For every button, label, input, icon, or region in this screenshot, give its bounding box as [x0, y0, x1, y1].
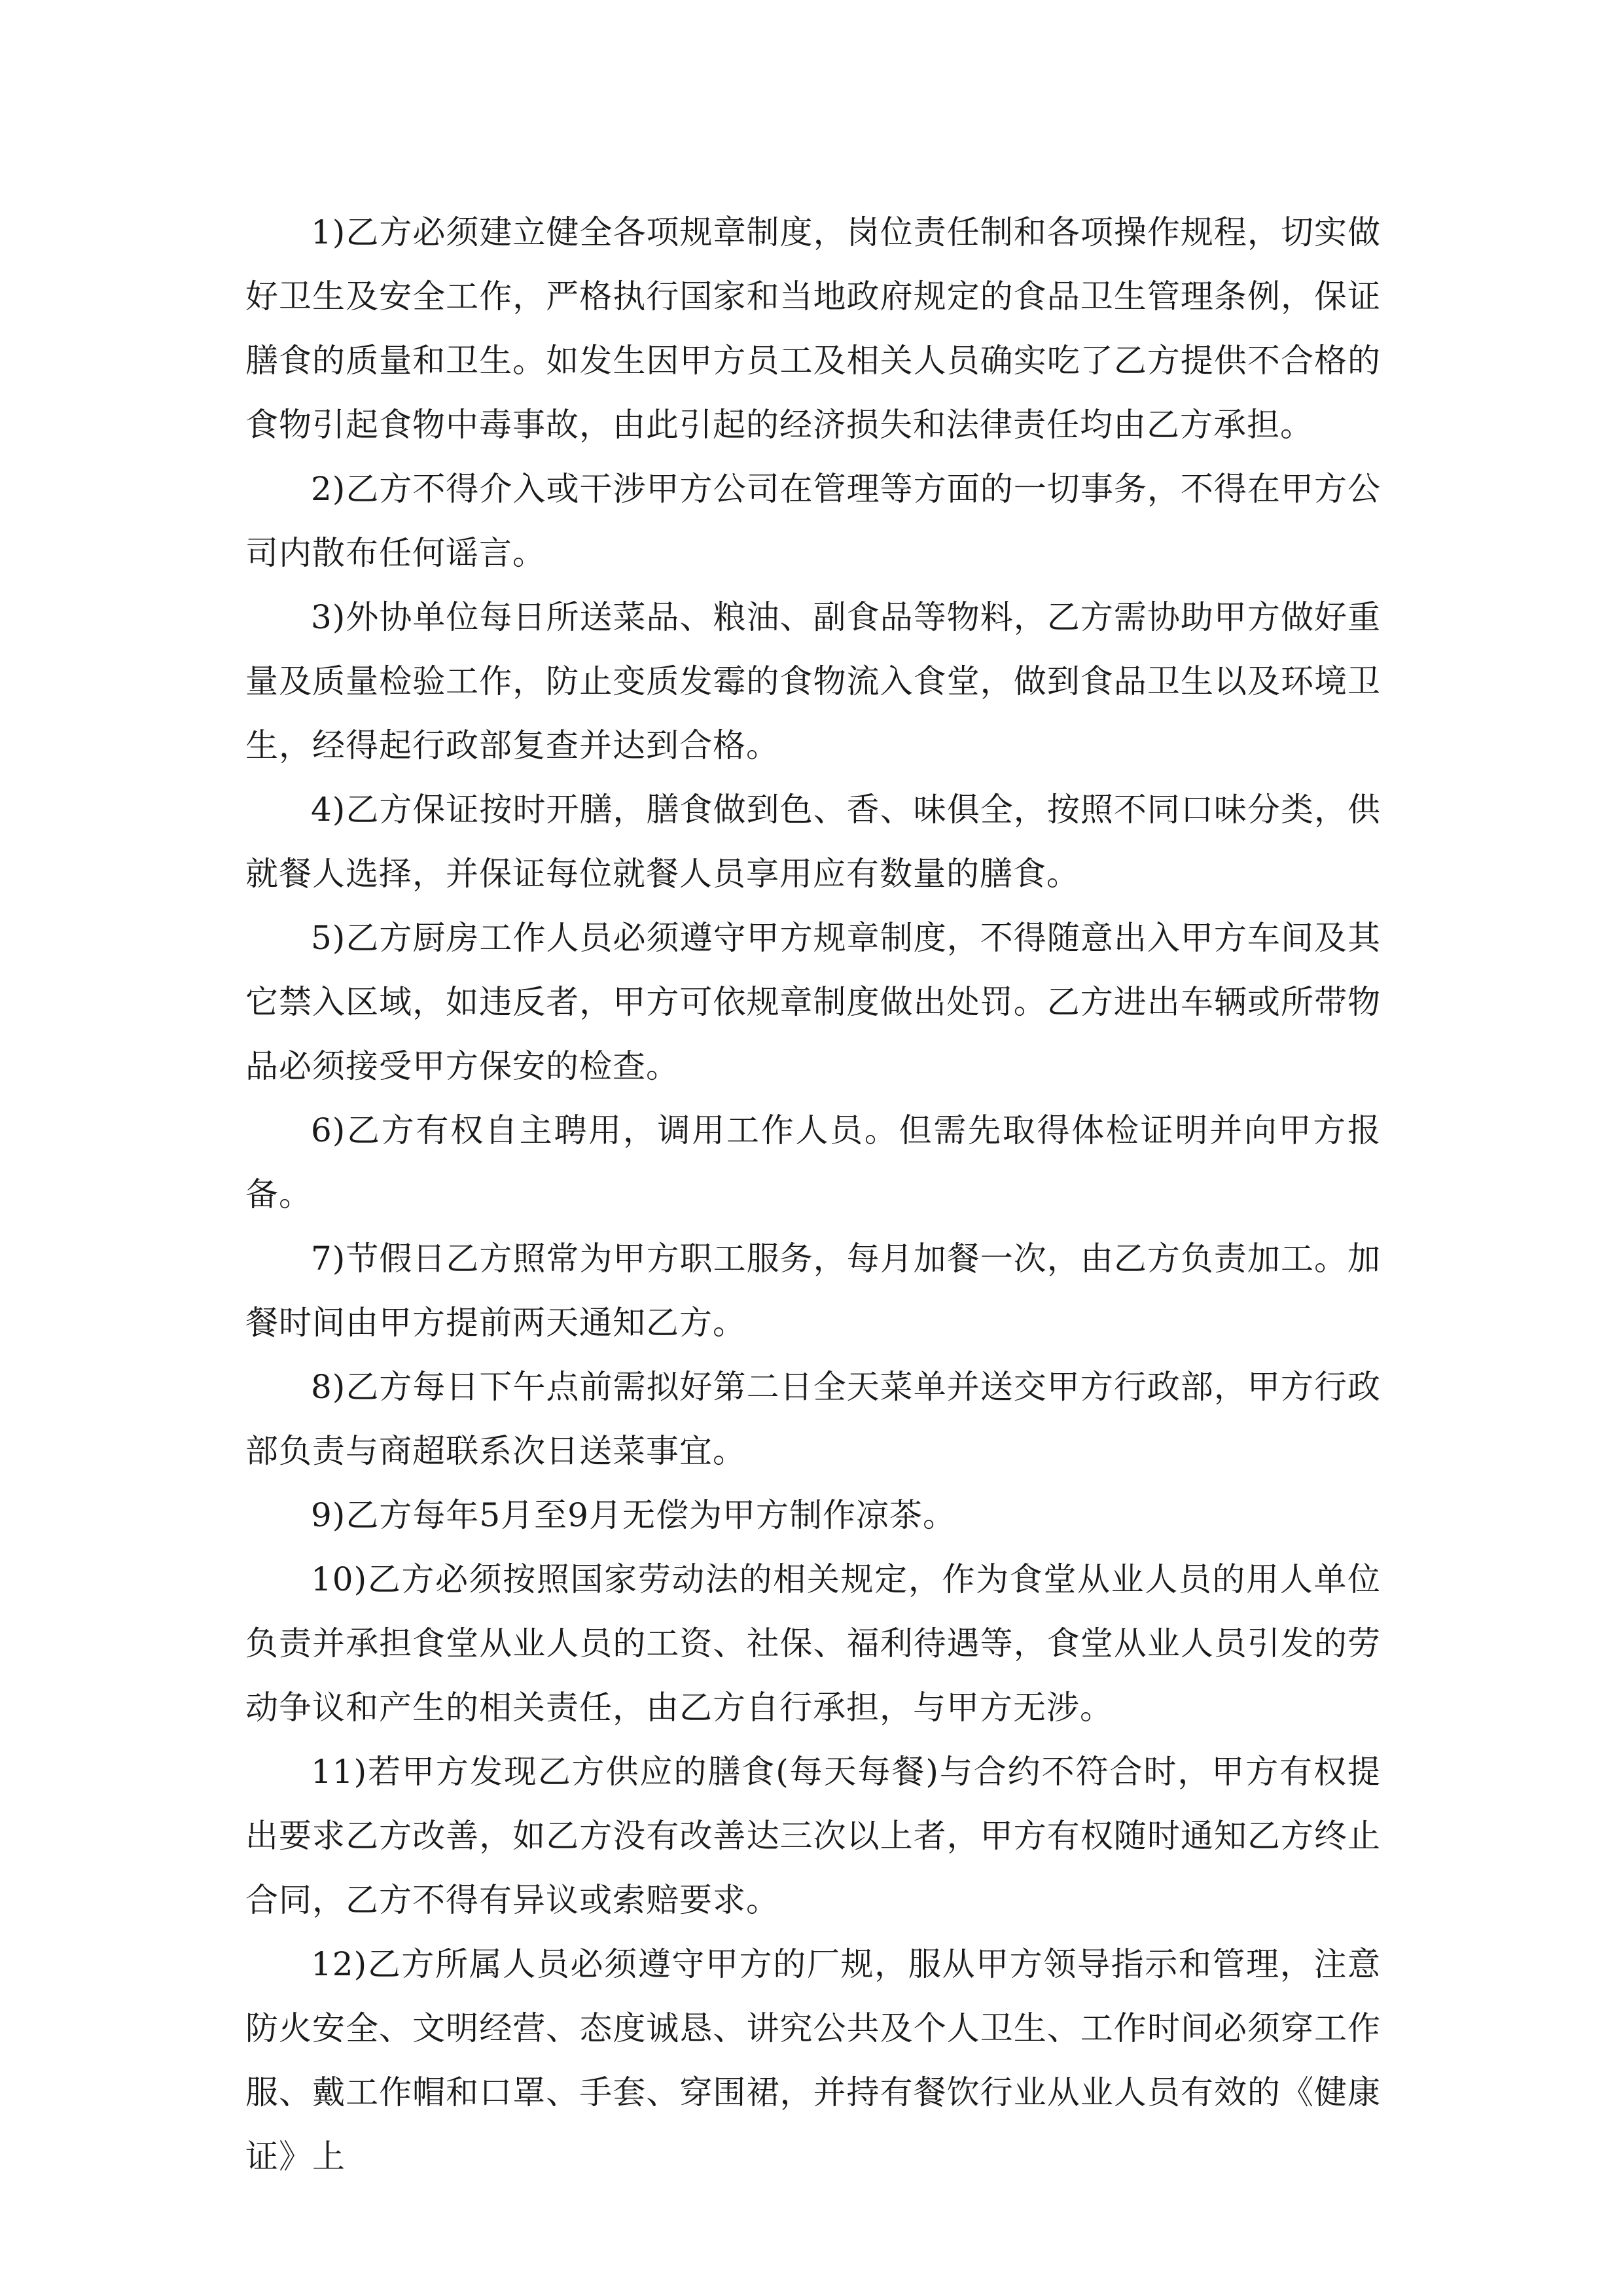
clause-5: 5)乙方厨房工作人员必须遵守甲方规章制度，不得随意出入甲方车间及其它禁入区域，如违反者，甲方可依规章制度做出处罚。乙方进出车辆或所带物品必须接受甲方保安的检查。	[245, 919, 1381, 1085]
clause-3: 3)外协单位每日所送菜品、粮油、副食品等物料，乙方需协助甲方做好重量及质量检验工作，防止变质发霉的食物流入食堂，做到食品卫生以及环境卫生，经得起行政部复查并达到合格。	[245, 598, 1381, 764]
clause-9: 9)乙方每年5月至9月无偿为甲方制作凉茶。	[311, 1496, 956, 1534]
document-body	[245, 200, 1381, 2189]
clause-1: 1)乙方必须建立健全各项规章制度，岗位责任制和各项操作规程，切实做好卫生及安全工作，严格执行国家和当地政府规定的食品卫生管理条例，保证膳食的质量和卫生。如发生因甲方员工及相关人员确实吃了乙方提供不合格的食物引起食物中毒事故，由此引起的经济损失和法律责任均由乙方承担。	[245, 213, 1381, 444]
clause-7: 7)节假日乙方照常为甲方职工服务，每月加餐一次，由乙方负责加工。加餐时间由甲方提前两天通知乙方。	[245, 1240, 1381, 1342]
clause-2: 2)乙方不得介入或干涉甲方公司在管理等方面的一切事务，不得在甲方公司内散布任何谣言。	[245, 470, 1381, 572]
clause-8: 8)乙方每日下午点前需拟好第二日全天菜单并送交甲方行政部，甲方行政部负责与商超联系次日送菜事宜。	[245, 1368, 1381, 1470]
clause-4: 4)乙方保证按时开膳，膳食做到色、香、味俱全，按照不同口味分类，供就餐人选择，并保证每位就餐人员享用应有数量的膳食。	[245, 791, 1381, 893]
clause-10: 10)乙方必须按照国家劳动法的相关规定，作为食堂从业人员的用人单位负责并承担食堂从业人员的工资、社保、福利待遇等，食堂从业人员引发的劳动争议和产生的相关责任，由乙方自行承担，与甲方无涉。	[245, 1560, 1381, 1727]
clause-12: 12)乙方所属人员必须遵守甲方的厂规，服从甲方领导指示和管理，注意防火安全、文明经营、态度诚恳、讲究公共及个人卫生、工作时间必须穿工作服、戴工作帽和口罩、手套、穿围裙，并持有餐饮行业从业人员有效的《健康证》上	[245, 1945, 1381, 2176]
clause-11: 11)若甲方发现乙方供应的膳食(每天每餐)与合约不符合时，甲方有权提出要求乙方改善，如乙方没有改善达三次以上者，甲方有权随时通知乙方终止合同，乙方不得有异议或索赔要求。	[245, 1753, 1381, 1919]
clause-6: 6)乙方有权自主聘用，调用工作人员。但需先取得体检证明并向甲方报备。	[245, 1111, 1381, 1213]
